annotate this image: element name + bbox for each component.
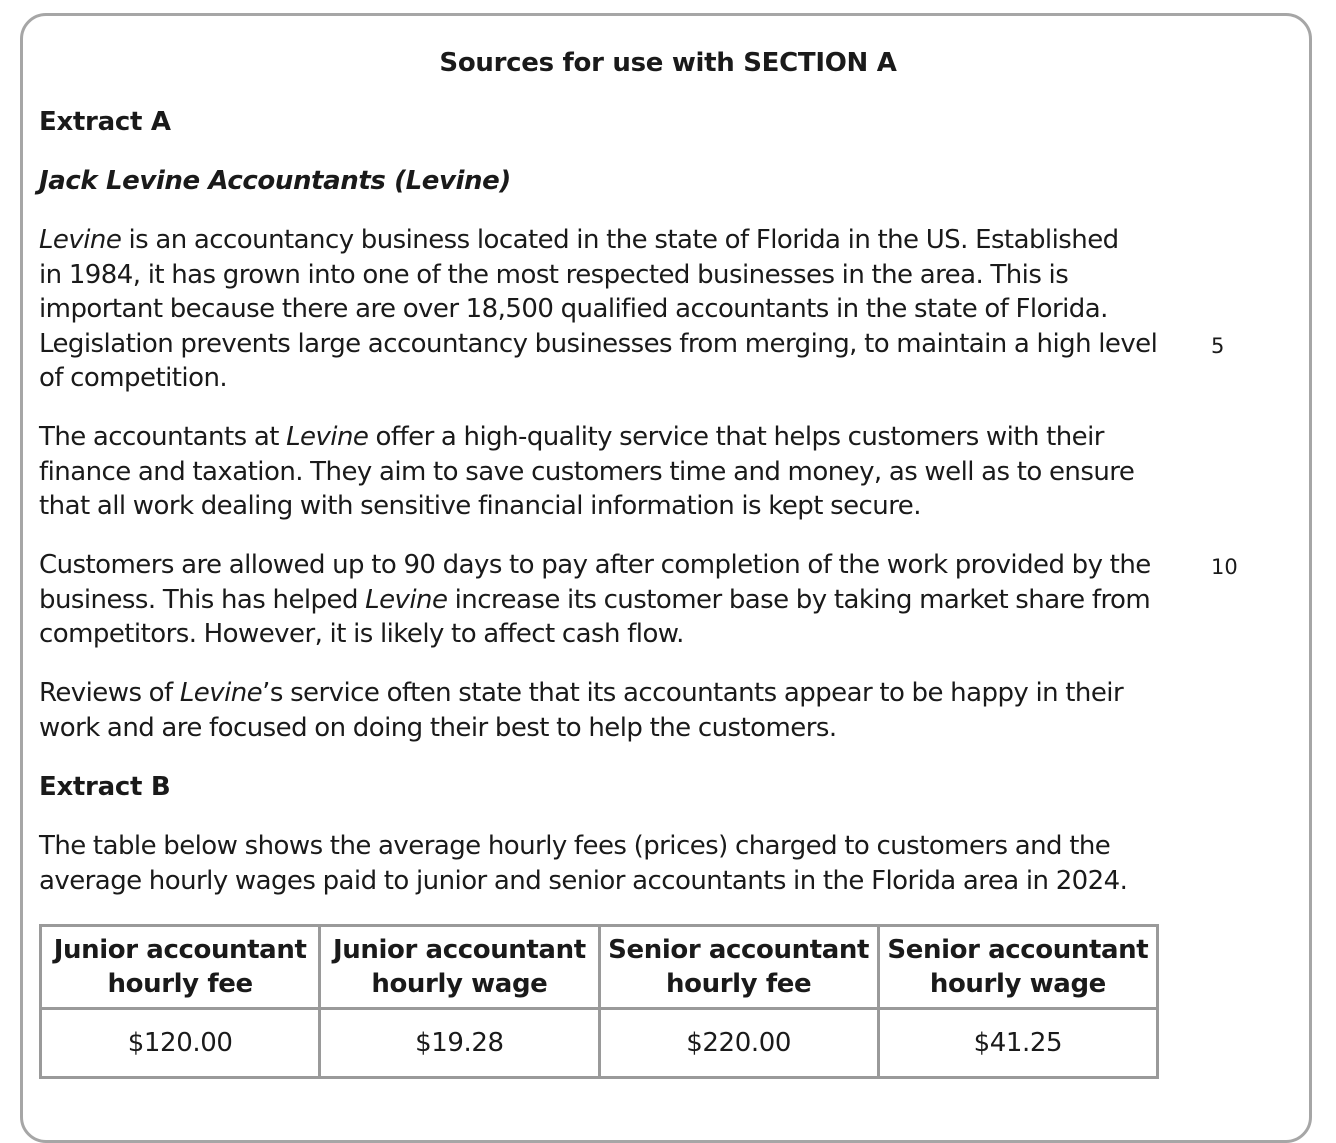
extract-b-intro-line-2: average hourly wages paid to junior and senior accountants in the Florida area in 2024. bbox=[39, 865, 1128, 896]
extract-b-title: Extract B bbox=[39, 772, 171, 802]
case-study-title: Jack Levine Accountants (Levine) bbox=[39, 166, 511, 196]
paragraph-1-line-4: Legislation prevents large accountancy businesses from merging, to maintain a high level bbox=[39, 328, 1158, 359]
cell-senior-fee: $220.00 bbox=[599, 1009, 878, 1078]
paragraph-4-line-1-pre: Reviews of bbox=[39, 678, 180, 708]
extract-a-title: Extract A bbox=[39, 107, 171, 137]
paragraph-1-line-3: important because there are over 18,500 qualified accountants in the state of Florida. bbox=[39, 294, 1108, 324]
paragraph-4 bbox=[39, 676, 1154, 745]
paragraph-4-line-1-post: ’s service often state that its accountants appear to be happy in their bbox=[262, 678, 1124, 708]
company-name: Levine bbox=[365, 584, 448, 615]
header-senior-wage: Senior accountant hourly wage bbox=[878, 926, 1157, 1009]
paragraph-2-line-2: finance and taxation. They aim to save customers time and money, as well as to ensure bbox=[39, 456, 1135, 487]
table-row bbox=[41, 1009, 1158, 1078]
extract-b-intro-line-1: The table below shows the average hourly fees (prices) charged to customers and the bbox=[39, 831, 1111, 861]
company-name: Levine bbox=[39, 225, 122, 255]
paragraph-1-line-2: in 1984, it has grown into one of the most respected businesses in the area. This is bbox=[39, 259, 1069, 290]
table-header-row bbox=[41, 926, 1158, 1009]
paragraph-4-line-1 bbox=[39, 676, 1154, 711]
paragraph-1-line-1 bbox=[39, 223, 1154, 258]
company-name: Levine bbox=[286, 422, 369, 452]
paragraph-3 bbox=[39, 548, 1154, 652]
paragraph-2-line-1-post: offer a high-quality service that helps customers with their bbox=[368, 422, 1104, 452]
cell-junior-fee: $120.00 bbox=[41, 1009, 320, 1078]
paragraph-3-line-2-pre: business. This has helped bbox=[39, 584, 366, 615]
paragraph-3-line-3: competitors. However, it is likely to affect cash flow. bbox=[39, 619, 684, 649]
paragraph-2-line-3: that all work dealing with sensitive financial information is kept secure. bbox=[39, 491, 921, 521]
page-title: Sources for use with SECTION A bbox=[439, 48, 897, 78]
header-junior-fee: Junior accountant hourly fee bbox=[41, 926, 320, 1009]
cell-senior-wage: $41.25 bbox=[878, 1009, 1157, 1078]
header-senior-fee: Senior accountant hourly fee bbox=[599, 926, 878, 1009]
line-number-10: 10 bbox=[1211, 555, 1238, 579]
paragraph-1-line-1-text: is an accountancy business located in the state of Florida in the US. Established bbox=[121, 225, 1119, 255]
extract-b-intro bbox=[39, 829, 1154, 898]
paragraph-3-line-2 bbox=[39, 583, 1154, 618]
paragraph-2-line-1-pre: The accountants at bbox=[39, 422, 287, 452]
line-number-5: 5 bbox=[1211, 334, 1225, 358]
fees-wages-table bbox=[39, 924, 1159, 1079]
paragraph-3-line-2-post: increase its customer base by taking market share from bbox=[447, 584, 1151, 615]
paragraph-1 bbox=[39, 223, 1158, 396]
paragraph-2 bbox=[39, 420, 1154, 524]
paragraph-2-line-1 bbox=[39, 420, 1154, 455]
header-junior-wage: Junior accountant hourly wage bbox=[320, 926, 599, 1009]
company-name: Levine bbox=[179, 678, 263, 708]
paragraph-4-line-2: work and are focused on doing their best to help the customers. bbox=[39, 712, 837, 743]
cell-junior-wage: $19.28 bbox=[320, 1009, 599, 1078]
paragraph-1-line-5: of competition. bbox=[39, 363, 228, 393]
paragraph-3-line-1: Customers are allowed up to 90 days to pay after completion of the work provided by the bbox=[39, 550, 1151, 580]
